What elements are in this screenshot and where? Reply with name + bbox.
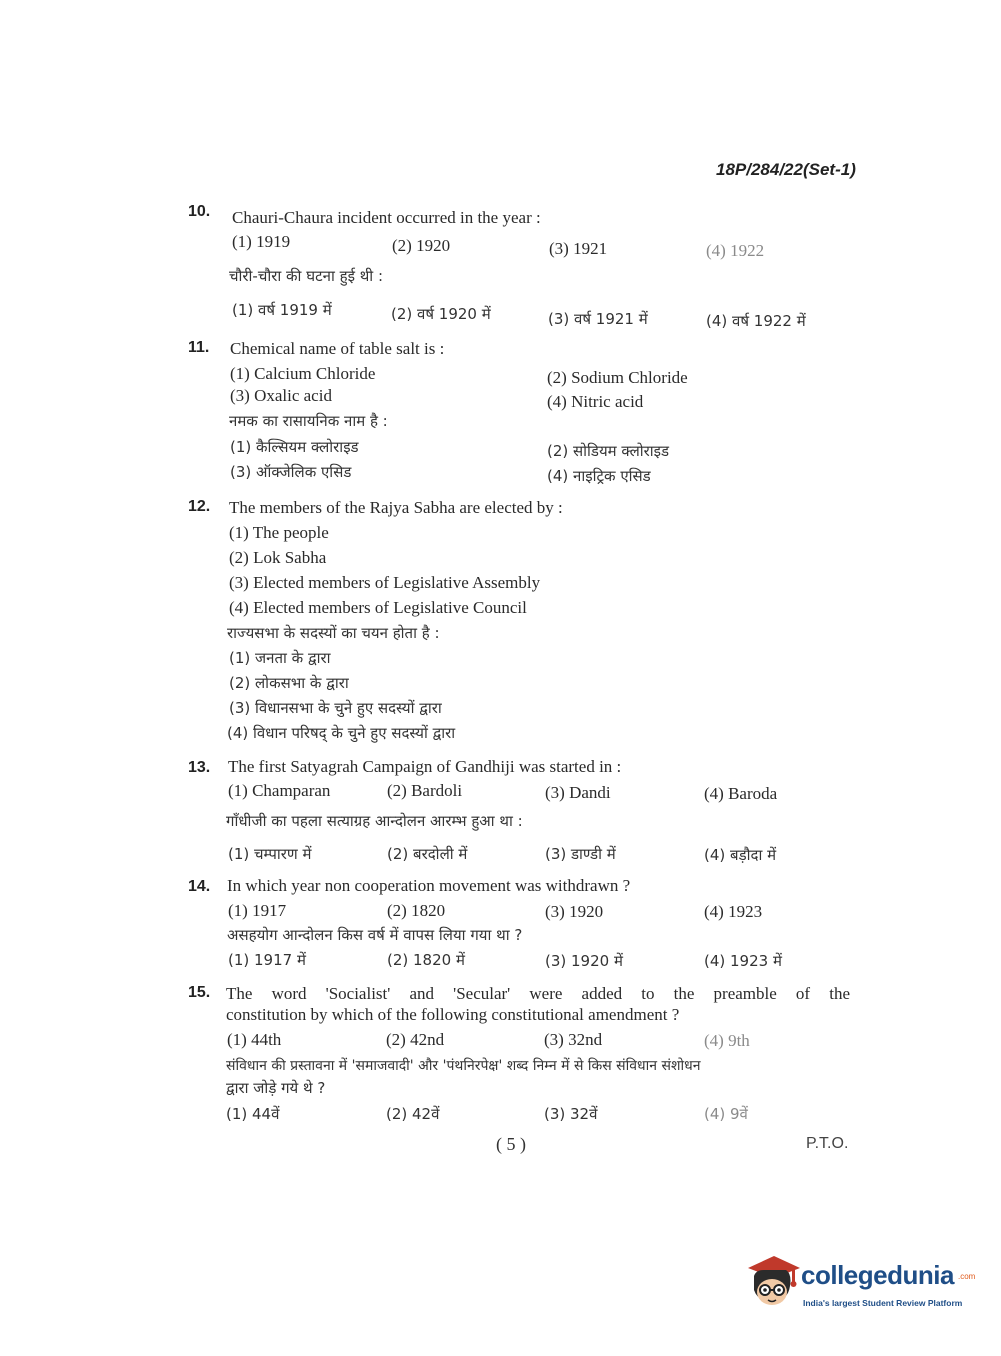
question-text-en: Chemical name of table salt is : — [230, 339, 445, 358]
option-hi-4: (4) नाइट्रिक एसिड — [547, 467, 651, 485]
option-hi-4: (4) 9वें — [704, 1105, 748, 1123]
question-text-en: Chauri-Chaura incident occurred in the year : — [232, 208, 541, 227]
option-en-1: (1) 1917 — [228, 901, 287, 920]
question-number: 15. — [188, 984, 211, 1001]
question-text-en-line1: The word 'Socialist' and 'Secular' were added to the preamble of the — [226, 984, 850, 1003]
option-hi-2: (2) लोकसभा के द्वारा — [229, 674, 349, 692]
option-en-4: (4) 9th — [704, 1031, 750, 1050]
option-en-4: (4) Baroda — [704, 784, 778, 803]
question-text-hi-line1: संविधान की प्रस्तावना में 'समाजवादी' और 'पंथनिरपेक्ष' शब्द निम्न में से किस संविधान संशोधन — [226, 1058, 701, 1074]
page-number: ( 5 ) — [496, 1134, 526, 1154]
question-number: 12. — [188, 498, 211, 515]
option-hi-3: (3) वर्ष 1921 में — [548, 310, 648, 328]
brand-name: collegedunia — [801, 1260, 954, 1290]
option-hi-1: (1) वर्ष 1919 में — [232, 301, 332, 319]
question-text-en: The members of the Rajya Sabha are elected by : — [229, 498, 563, 517]
option-hi-4: (4) वर्ष 1922 में — [706, 312, 806, 330]
question-number: 11. — [188, 339, 210, 356]
option-en-2: (2) 1920 — [392, 236, 451, 255]
option-en-3: (3) 1921 — [549, 239, 608, 258]
option-hi-1: (1) चम्पारण में — [228, 845, 312, 863]
question-text-hi: राज्यसभा के सदस्यों का चयन होता है : — [227, 624, 440, 642]
question-text-en: The first Satyagrah Campaign of Gandhiji was started in : — [228, 757, 622, 776]
option-hi-1: (1) जनता के द्वारा — [229, 649, 331, 667]
question-text-hi: चौरी-चौरा की घटना हुई थी : — [229, 267, 384, 285]
option-en-2: (2) Sodium Chloride — [547, 368, 688, 387]
option-en-4: (4) 1922 — [706, 241, 765, 260]
option-en-2: (2) 42nd — [386, 1030, 445, 1049]
option-hi-2: (2) बरदोली में — [387, 845, 468, 863]
option-hi-4: (4) विधान परिषद् के चुने हुए सदस्यों द्वारा — [227, 724, 456, 742]
option-en-4: (4) Nitric acid — [547, 392, 644, 411]
option-hi-2: (2) 1820 में — [387, 951, 465, 969]
question-text-hi: गाँधीजी का पहला सत्याग्रह आन्दोलन आरम्भ हुआ था : — [226, 812, 523, 830]
option-hi-2: (2) वर्ष 1920 में — [391, 305, 491, 323]
question-text-hi: असहयोग आन्दोलन किस वर्ष में वापस लिया गया था ? — [227, 926, 523, 944]
option-hi-1: (1) 44वें — [226, 1105, 280, 1123]
option-en-1: (1) 44th — [227, 1030, 282, 1049]
option-hi-3: (3) 32वें — [544, 1105, 598, 1123]
option-en-2: (2) 1820 — [387, 901, 446, 920]
question-text-en-line2: constitution by which of the following constitutional amendment ? — [226, 1005, 680, 1024]
option-en-2: (2) Lok Sabha — [229, 548, 327, 567]
brand-tagline: India's largest Student Review Platform — [803, 1298, 963, 1308]
option-en-1: (1) 1919 — [232, 232, 291, 251]
option-hi-4: (4) बड़ौदा में — [704, 846, 777, 864]
option-en-4: (4) Elected members of Legislative Council — [229, 598, 527, 617]
option-hi-1: (1) कैल्सियम क्लोराइड — [230, 438, 359, 456]
brand-dot: .com — [958, 1272, 976, 1281]
option-en-2: (2) Bardoli — [387, 781, 463, 800]
option-hi-3: (3) 1920 में — [545, 952, 623, 970]
pto-label: P.T.O. — [806, 1135, 849, 1152]
option-en-1: (1) Calcium Chloride — [230, 364, 376, 383]
mascot-icon — [744, 1252, 802, 1314]
option-en-1: (1) Champaran — [228, 781, 331, 800]
option-en-3: (3) 32nd — [544, 1030, 603, 1049]
question-number: 13. — [188, 759, 211, 776]
option-en-3: (3) Elected members of Legislative Assembly — [229, 573, 541, 592]
option-hi-3: (3) विधानसभा के चुने हुए सदस्यों द्वारा — [229, 699, 442, 717]
option-hi-2: (2) सोडियम क्लोराइड — [547, 442, 670, 460]
option-hi-3: (3) डाण्डी में — [545, 845, 616, 863]
question-text-hi: नमक का रासायनिक नाम है : — [229, 412, 388, 430]
option-hi-4: (4) 1923 में — [704, 952, 782, 970]
option-en-4: (4) 1923 — [704, 902, 763, 921]
option-hi-1: (1) 1917 में — [228, 951, 306, 969]
option-en-3: (3) Oxalic acid — [230, 386, 332, 405]
question-number: 10. — [188, 203, 211, 220]
question-text-en: In which year non cooperation movement was withdrawn ? — [227, 876, 631, 895]
paper-code: 18P/284/22(Set-1) — [716, 160, 856, 179]
option-en-1: (1) The people — [229, 523, 329, 542]
question-number: 14. — [188, 878, 211, 895]
collegedunia-logo — [744, 1252, 974, 1314]
option-en-3: (3) Dandi — [545, 783, 611, 802]
question-text-hi-line2: द्वारा जोड़े गये थे ? — [226, 1079, 326, 1097]
option-en-3: (3) 1920 — [545, 902, 604, 921]
option-hi-3: (3) ऑक्जेलिक एसिड — [230, 463, 352, 481]
option-hi-2: (2) 42वें — [386, 1105, 440, 1123]
